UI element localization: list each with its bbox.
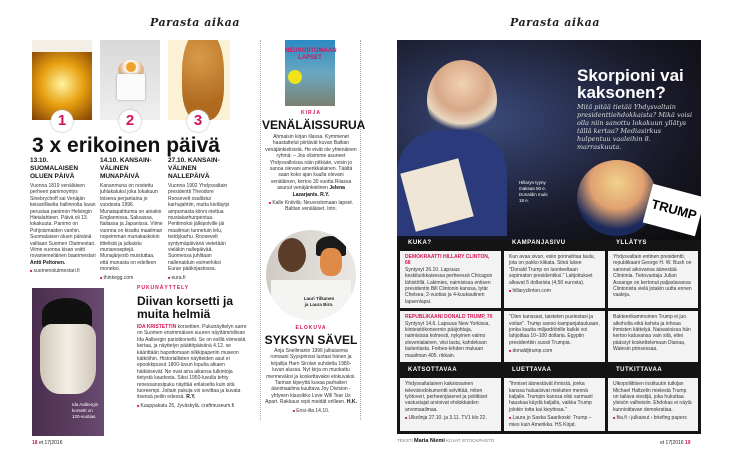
candidate-table [400, 238, 698, 434]
film-caption: Lauri Tilkanen ja Laura Birn. [303, 296, 335, 307]
cell-title: REPUBLIKAANI DONALD TRUMP, 70 [405, 314, 493, 321]
cell-text: Yhdysvaltain entinen presidentti, republikaani George H. W. Bush on sanonut aikovansa äänestää Clintonia. Tietovuotaja Julian Assange on kertonut paljastavansa Clintonista vielä jotakin uutta ennen vaaleja. [613, 254, 692, 299]
film-category: ELOKUVA [295, 325, 327, 331]
beer-image [32, 40, 92, 120]
number-badge: 3 [187, 110, 209, 132]
cell-clinton-campaign [504, 251, 605, 308]
clinton-photo [427, 60, 497, 140]
section-kicker: Parasta aikaa [510, 16, 600, 29]
cell-watch [400, 378, 501, 431]
number-badge: 1 [51, 110, 73, 132]
book-headline: VENÄLÄISSURUA [262, 118, 366, 132]
book-sign: R.Y. [320, 191, 330, 198]
cell-trump-surprise [608, 311, 698, 362]
col-header: KATSOTTAVAA [408, 367, 458, 374]
cell-text: Yhdysvaltalainen kaksiosainen televisiodokumentti selvittää, miten työtoveri, perheenjäsenet ja poliittiset vastustajat arvioivat ehdokkaiden arvomaailmaa. [405, 381, 488, 413]
cell-text: "Olen kanssasi, taisteten puolestasi ja voitan". Trump sanoo kampanjatauluaan, jonka kautta miljardöörille kaikki voi lahjoittaa 10–100 dollaria. Egyptin presidenttiin suosii Trumpia. [509, 314, 600, 346]
cell-link: ■ Laura jo Saska Saarikoski: Trump – mies kuin Amerikka. HS Kirjat. [509, 415, 600, 428]
book-body: Ahmaisin kirjan illassa. Kymmenet haastattelut piirtävät kuvan Baltian venäjänkielisistä. He eivät ole yhtenäinen ryhmä: – Jos olisimme asuneet Yhdysvalloissa näin pitkään, voisin jo sanoa olevani amerikkalainen. Täältä saan koko ajan kuulla olevani venäläinen, kertoo 30 vuotta Riiassa asunut venäjänkielinen [265, 134, 357, 192]
page-number: 19 [684, 440, 691, 446]
trump-mug: TRUMP [643, 184, 701, 237]
col-header: LUETTAVAA [512, 367, 552, 374]
cell-text: Syntynyt 26.10. Lapsuus keskiluokkaisessa perheessä Chicagon lähistöllä. Lakimies, naimisissa entisen presidentin Bill Clintonin kanssa, tytär Chelsea, 2-vuotias ja 4-kuukautinen lapsenlapsi. [405, 266, 493, 305]
col-header: KUKA? [408, 240, 432, 246]
day-link[interactable]: ■ thinkegg.com [100, 275, 164, 281]
day-title: 27.10. KANSAIN-VÄLINEN NALLEPÄIVÄ [168, 157, 220, 180]
cell-text: Syntynyt 14.6. Lapsuus New Yorkissa, kiinteistökonsernin pääjohtaja, naimisissa kolmesti, nykyinen vaimo slovenialainen, viisi lasta, kahdeksan lastenlasta. Forbes-lehden mukaan maailman 405. rikkain. [405, 320, 490, 359]
cell-link[interactable]: ■ donaldjtrump.com [509, 348, 600, 354]
book-bold: Jelena Lazarjants. [292, 185, 345, 198]
exhibit-link[interactable]: ■ Kauppakatu 25, Jyväskylä. craftmuseum.fi [137, 403, 249, 409]
col-header: TUTKITTAVAA [616, 367, 663, 374]
cell-text: "Ihmiset äänestävät ihmistä, jonka kanssa haluaisivat mieluiten mennä kaljalle. Trumpin kanssa olisi varmasti hauskaa käydä kaljalla, vaikka Trump jolokin totta kai kieyttoaa." [509, 381, 593, 413]
day-bold: Antti Peltonen. [30, 259, 66, 266]
cell-clinton-surprise [608, 251, 698, 308]
day-column-3 [168, 157, 234, 281]
exhibit-body: korsettien. Pukunäyttelyn aarre on Suomen ensimmäisen suuren näyttämödiivan Ida Aalbergin paristkorsetti. Se on esillä viimeistä kertaa, ja näyttelyn päättöpäivänä 4.12. se käärittään hapottomaan silkkipaperiin museon kätköihin. Historiallisten näytteiden asut ei epookkipuvut 1800-luvun lopulta alkaen häikäisevät. Ne ovat aina aikansa tulkintoja tietystä kaudesta. Siksi 1950-luvulla tehty renessanssipuku näyttää erilaiselta kuin sitä tuoreempi. Joitain pukuja voi sovittaa ja kuvata itsensä peilin edessä. [137, 324, 247, 401]
feature-deck: Mitä pitää tietää Yhdysvaltain presidenttiehdokkaista? Mikä voisi olla niin sanottu lokakuun yllätys tällä kertaa? Mediasirkus hulpentuu vaaleihin 8. marraskuuta. [577, 103, 693, 151]
egg-image [100, 40, 160, 120]
page-footer-right [660, 440, 691, 446]
book-category: KIRJA [300, 110, 321, 116]
exhibit-lead: IDA KRISTETTIN [137, 324, 177, 330]
film-photo [266, 230, 356, 320]
film-sign: H.K. [346, 399, 357, 406]
feature-panel [397, 40, 701, 434]
cell-clinton-who [400, 251, 501, 308]
magazine-issue: et 17|2016 [38, 440, 63, 446]
cell-text: Ulkopoliittisen instituutin tutkijan Michael Haltzelin mielestä Trump on tailava viestijä, joka hukuttaa yleisön valheisiin. Ehdokas ei näytä kunnioittavan demokratiaa. [613, 381, 692, 413]
cell-title: DEMOKRAATTI HILLARY CLINTON, 68 [405, 254, 490, 267]
day-column-2 [100, 157, 164, 281]
exhibit-headline: Diivan korsetti ja muita helmiä [137, 294, 234, 321]
film-body: Anja Snellmanin 1996 julkaisema romaani Syysprinssi luotasi hänen ja kirjailija Harri Sirolan suhdetta 1980-luvun alussa. Nyt kirja on muokattu menneväksi ja koskettavaksi elokuvaksi. Tarinan kipeyttä kuvaa parhaiten äänimaailma kuultava Joy Division -yhtyeen klassikko Love Will Tear Us Apart. Rakkaus repii meidät erilleen. [265, 348, 356, 406]
day-column-1 [30, 157, 96, 275]
film-link: ■ Ensi-ilta 14.10. [265, 408, 357, 414]
page-number: 18 [32, 440, 38, 446]
trump-photo [577, 160, 657, 236]
corset-caption: Ida Aalbergin korsetti on 120-vuotias. [72, 402, 99, 419]
book-link[interactable]: ■ Kalle Kniivilä: Neuvostomaan lapset. Baltian venäläiset. Into. [265, 200, 357, 213]
book-cover-title: NEUVOSTOMAAN LAPSET [285, 48, 337, 61]
book-cover [285, 40, 335, 106]
credit-label: TEKSTI [397, 438, 413, 443]
col-header: KAMPANJASIVU [512, 240, 566, 246]
cell-read [504, 378, 605, 431]
film-headline: SYKSYN SÄVEL [264, 333, 358, 347]
corset-image [32, 288, 104, 436]
day-link[interactable]: ■ eura.fi [168, 275, 234, 281]
page-footer-left [32, 440, 63, 446]
headline: 3 x erikoinen päivä [32, 134, 220, 157]
cell-trump-campaign [504, 311, 605, 362]
day-link[interactable]: ■ suomenolutmestari.fi [30, 268, 96, 274]
cell-trump-who [400, 311, 501, 362]
cell-text: Bakteerikammoinen Trump ei juo alkoholia eikä kahvia ja inhoaa ihmisten kättelyä. Naisasioissa hän kertoo katuvansa vain sitä, ettei päässyt koskettelemaan Dianaa, Walesin prinsessaa. [613, 314, 691, 353]
magazine-issue: et 17|2016 [660, 440, 684, 446]
cell-text: Kun avaa sivun, esiin ponnahtaa taulu, jota on pakko klikata. Siinä lukee "Donald Trump on luonteeltaan sopimaton presidentiksi." Lahjoitukset alkavat 5 dollarista (4,50 eurosta). [509, 254, 595, 286]
day-body: Vuonna 1902 Yhdysvaltain presidentti Theodore Roosevelt osallistui karhujahtiin, mutta kieltäytyi ampumasta kiinni otettua mustakarhunpentua. Pentimoksi jälkipolville jäi maailman tunnetuin lelu, teddykarhu. Roosevelt syntymäpäivänä vietetään vieläkin nallepäivää. Suomessa juhlitaan nallenaiduin esimerkiksi Euran pääkirjastossa. [168, 183, 230, 273]
cell-research [608, 378, 698, 431]
cell-link[interactable]: ■ hillaryclinton.com [509, 288, 600, 294]
day-title: 13.10. SUOMALAISEN OLUEN PÄIVÄ [30, 157, 79, 180]
photo-credit: KUVAT ISTOCKPHOTO [446, 438, 495, 443]
day-body: Kananmuna on nostettu juhlakaluksi joka lokakuun toisena perjantaina jo vuodesta 1996. Munatapahtumia on ainakin Englannissa, Saksassa, Italiassa ja Japanissa. Viime vuonna on kisattu maailman nopeimman munakaskokin tittelistä ja julkaistu munareseptejä. Munajärjestö muistuttaa, että munasta on edelleen moneksi. [100, 183, 163, 273]
exhibit-sign: R.Y. [186, 394, 196, 401]
author: Maria Niemi [414, 438, 445, 444]
feature-headline: Skorpioni vai kaksonen? [577, 66, 684, 102]
cell-link: ■ Ulkolinja 27.10. ja 3.11. TV1 klo 22. [405, 415, 496, 421]
day-title: 14.10. KANSAIN-VÄLINEN MUNAPÄIVÄ [100, 157, 152, 180]
credits [397, 438, 494, 444]
photo-caption: Hillaryn tyyny maksaa 50 e. Donaldin muki 18 e. [519, 180, 548, 203]
cell-link[interactable]: ■ fiia.fi › julkaisut › briefing papers [613, 415, 693, 421]
teddy-bear-image [168, 40, 230, 120]
section-kicker: Parasta aikaa [150, 16, 240, 29]
exhibit-category: PUKUNÄYTTELY [137, 285, 190, 291]
number-badge: 2 [119, 110, 141, 132]
day-body: Vuonna 1819 venäläisen perheen panimoyritys Sinebrychoff sai Venäjän keisarilliselta hallinnolta luvan perustaa panimon Helsingin Hietalahteen. Päivä oli 13. lokakuuta. Panimo on Pohjoismaiden vanhin. Suomalaisen oluen päivänä valitaan Suomen Olutmestari. Viime vuonna kisan voitti rovaniemeläinen baarimestari [30, 183, 96, 260]
col-header: YLLÄTYS [616, 240, 647, 246]
